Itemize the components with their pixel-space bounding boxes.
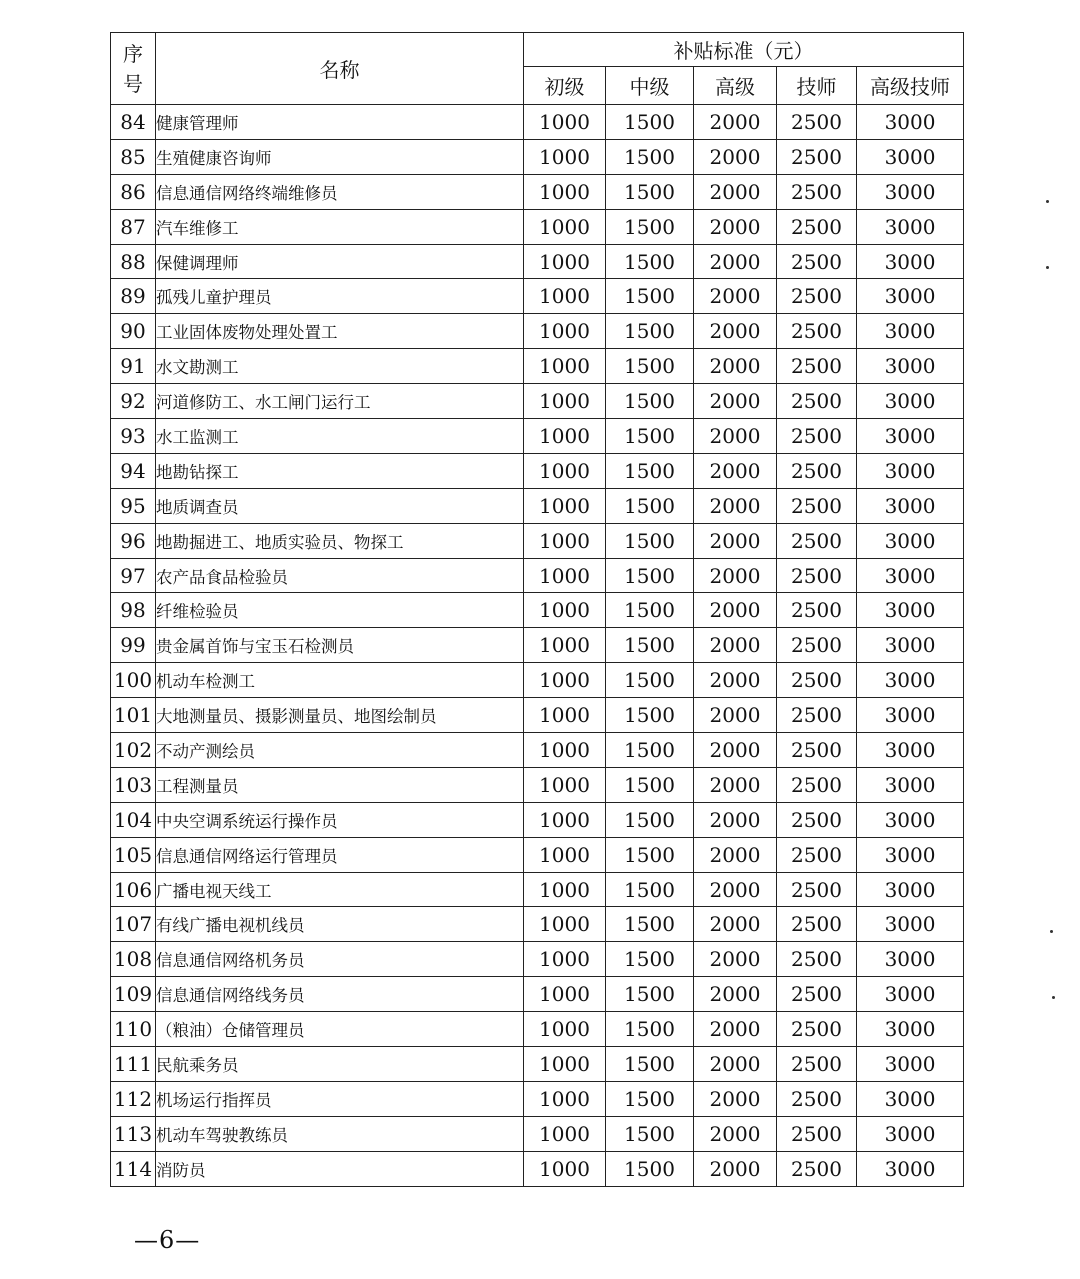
row-seq: 106 — [111, 872, 156, 907]
table-row — [111, 384, 964, 419]
row-value-level-4: 2500 — [777, 139, 857, 174]
row-value-level-4: 2500 — [777, 1047, 857, 1082]
table-row — [111, 349, 964, 384]
row-value-level-1: 1000 — [524, 174, 606, 209]
table-row — [111, 733, 964, 768]
row-value-level-4: 2500 — [777, 733, 857, 768]
row-name: 孤残儿童护理员 — [156, 279, 524, 314]
row-name: 有线广播电视机线员 — [156, 907, 524, 942]
row-seq: 95 — [111, 488, 156, 523]
table-row — [111, 663, 964, 698]
row-name: 地质调查员 — [156, 488, 524, 523]
row-name: 贵金属首饰与宝玉石检测员 — [156, 628, 524, 663]
row-value-level-1: 1000 — [524, 488, 606, 523]
row-value-level-2: 1500 — [606, 1047, 694, 1082]
row-value-level-5: 3000 — [857, 105, 964, 140]
row-name: 不动产测绘员 — [156, 733, 524, 768]
row-seq: 113 — [111, 1116, 156, 1151]
row-value-level-3: 2000 — [694, 942, 777, 977]
table-row — [111, 1116, 964, 1151]
row-value-level-3: 2000 — [694, 977, 777, 1012]
row-value-level-1: 1000 — [524, 698, 606, 733]
row-value-level-3: 2000 — [694, 872, 777, 907]
row-value-level-1: 1000 — [524, 279, 606, 314]
table-row — [111, 1151, 964, 1186]
row-name: （粮油）仓储管理员 — [156, 1012, 524, 1047]
table-row — [111, 698, 964, 733]
row-value-level-4: 2500 — [777, 593, 857, 628]
row-value-level-2: 1500 — [606, 837, 694, 872]
row-seq: 96 — [111, 523, 156, 558]
row-value-level-5: 3000 — [857, 314, 964, 349]
row-value-level-3: 2000 — [694, 1081, 777, 1116]
table-row — [111, 419, 964, 454]
row-value-level-2: 1500 — [606, 349, 694, 384]
row-seq: 91 — [111, 349, 156, 384]
row-value-level-5: 3000 — [857, 488, 964, 523]
table-row — [111, 105, 964, 140]
table-row — [111, 593, 964, 628]
row-value-level-1: 1000 — [524, 1116, 606, 1151]
row-value-level-2: 1500 — [606, 419, 694, 454]
row-value-level-5: 3000 — [857, 802, 964, 837]
row-value-level-1: 1000 — [524, 907, 606, 942]
row-value-level-1: 1000 — [524, 105, 606, 140]
row-seq: 85 — [111, 139, 156, 174]
row-value-level-5: 3000 — [857, 523, 964, 558]
row-value-level-3: 2000 — [694, 767, 777, 802]
row-name: 工业固体废物处理处置工 — [156, 314, 524, 349]
table-row — [111, 314, 964, 349]
row-value-level-5: 3000 — [857, 209, 964, 244]
row-value-level-1: 1000 — [524, 1081, 606, 1116]
row-value-level-5: 3000 — [857, 174, 964, 209]
row-value-level-2: 1500 — [606, 942, 694, 977]
row-value-level-3: 2000 — [694, 837, 777, 872]
row-value-level-4: 2500 — [777, 872, 857, 907]
row-value-level-5: 3000 — [857, 942, 964, 977]
row-value-level-4: 2500 — [777, 244, 857, 279]
row-value-level-5: 3000 — [857, 139, 964, 174]
row-value-level-5: 3000 — [857, 1151, 964, 1186]
table-row — [111, 558, 964, 593]
row-value-level-1: 1000 — [524, 558, 606, 593]
table-row — [111, 628, 964, 663]
row-value-level-2: 1500 — [606, 593, 694, 628]
row-value-level-3: 2000 — [694, 105, 777, 140]
table-row — [111, 279, 964, 314]
row-value-level-1: 1000 — [524, 837, 606, 872]
row-value-level-5: 3000 — [857, 349, 964, 384]
table-row — [111, 942, 964, 977]
row-value-level-4: 2500 — [777, 802, 857, 837]
row-seq: 86 — [111, 174, 156, 209]
row-value-level-3: 2000 — [694, 1047, 777, 1082]
row-value-level-2: 1500 — [606, 244, 694, 279]
row-value-level-5: 3000 — [857, 872, 964, 907]
row-value-level-3: 2000 — [694, 733, 777, 768]
row-value-level-3: 2000 — [694, 349, 777, 384]
row-value-level-5: 3000 — [857, 907, 964, 942]
row-value-level-3: 2000 — [694, 802, 777, 837]
row-name: 大地测量员、摄影测量员、地图绘制员 — [156, 698, 524, 733]
row-value-level-3: 2000 — [694, 419, 777, 454]
row-name: 河道修防工、水工闸门运行工 — [156, 384, 524, 419]
row-value-level-4: 2500 — [777, 837, 857, 872]
row-value-level-5: 3000 — [857, 419, 964, 454]
row-value-level-1: 1000 — [524, 733, 606, 768]
table-row — [111, 244, 964, 279]
row-value-level-2: 1500 — [606, 977, 694, 1012]
row-value-level-3: 2000 — [694, 907, 777, 942]
table-row — [111, 174, 964, 209]
row-value-level-2: 1500 — [606, 628, 694, 663]
row-name: 中央空调系统运行操作员 — [156, 802, 524, 837]
row-seq: 110 — [111, 1012, 156, 1047]
row-value-level-2: 1500 — [606, 907, 694, 942]
header-level-1: 初级 — [524, 67, 606, 105]
row-seq: 109 — [111, 977, 156, 1012]
row-name: 机动车驾驶教练员 — [156, 1116, 524, 1151]
row-value-level-2: 1500 — [606, 523, 694, 558]
row-name: 信息通信网络线务员 — [156, 977, 524, 1012]
row-value-level-4: 2500 — [777, 1151, 857, 1186]
row-name: 信息通信网络机务员 — [156, 942, 524, 977]
row-value-level-4: 2500 — [777, 384, 857, 419]
row-value-level-3: 2000 — [694, 523, 777, 558]
row-name: 农产品食品检验员 — [156, 558, 524, 593]
scan-speck — [1046, 200, 1049, 203]
table-row — [111, 1081, 964, 1116]
row-value-level-4: 2500 — [777, 628, 857, 663]
row-value-level-3: 2000 — [694, 1116, 777, 1151]
row-value-level-3: 2000 — [694, 314, 777, 349]
row-value-level-2: 1500 — [606, 139, 694, 174]
row-value-level-4: 2500 — [777, 349, 857, 384]
row-seq: 88 — [111, 244, 156, 279]
row-value-level-4: 2500 — [777, 1116, 857, 1151]
row-value-level-5: 3000 — [857, 384, 964, 419]
table-row — [111, 837, 964, 872]
row-seq: 100 — [111, 663, 156, 698]
row-value-level-1: 1000 — [524, 802, 606, 837]
row-value-level-1: 1000 — [524, 523, 606, 558]
row-seq: 101 — [111, 698, 156, 733]
row-value-level-2: 1500 — [606, 872, 694, 907]
row-value-level-1: 1000 — [524, 1151, 606, 1186]
header-level-3: 高级 — [694, 67, 777, 105]
row-seq: 99 — [111, 628, 156, 663]
row-seq: 112 — [111, 1081, 156, 1116]
subsidy-table — [110, 32, 964, 1187]
row-value-level-4: 2500 — [777, 907, 857, 942]
row-name: 消防员 — [156, 1151, 524, 1186]
table-row — [111, 209, 964, 244]
row-value-level-5: 3000 — [857, 977, 964, 1012]
row-value-level-4: 2500 — [777, 558, 857, 593]
row-value-level-2: 1500 — [606, 802, 694, 837]
row-value-level-5: 3000 — [857, 733, 964, 768]
row-value-level-2: 1500 — [606, 279, 694, 314]
row-value-level-4: 2500 — [777, 488, 857, 523]
row-value-level-1: 1000 — [524, 384, 606, 419]
row-value-level-1: 1000 — [524, 453, 606, 488]
row-value-level-2: 1500 — [606, 1151, 694, 1186]
row-value-level-1: 1000 — [524, 244, 606, 279]
row-value-level-3: 2000 — [694, 279, 777, 314]
row-name: 水工监测工 — [156, 419, 524, 454]
row-value-level-5: 3000 — [857, 1012, 964, 1047]
row-value-level-4: 2500 — [777, 419, 857, 454]
row-value-level-5: 3000 — [857, 698, 964, 733]
row-value-level-5: 3000 — [857, 663, 964, 698]
row-value-level-4: 2500 — [777, 942, 857, 977]
scan-speck — [1046, 266, 1049, 269]
row-value-level-3: 2000 — [694, 593, 777, 628]
row-value-level-4: 2500 — [777, 1012, 857, 1047]
row-name: 机场运行指挥员 — [156, 1081, 524, 1116]
row-name: 生殖健康咨询师 — [156, 139, 524, 174]
row-value-level-1: 1000 — [524, 1012, 606, 1047]
row-value-level-4: 2500 — [777, 523, 857, 558]
row-name: 地勘掘进工、地质实验员、物探工 — [156, 523, 524, 558]
table-row — [111, 977, 964, 1012]
row-value-level-2: 1500 — [606, 384, 694, 419]
row-value-level-5: 3000 — [857, 767, 964, 802]
row-value-level-5: 3000 — [857, 244, 964, 279]
table-row — [111, 453, 964, 488]
row-value-level-5: 3000 — [857, 628, 964, 663]
row-value-level-4: 2500 — [777, 663, 857, 698]
row-seq: 102 — [111, 733, 156, 768]
row-seq: 87 — [111, 209, 156, 244]
row-value-level-2: 1500 — [606, 1081, 694, 1116]
row-seq: 108 — [111, 942, 156, 977]
row-name: 纤维检验员 — [156, 593, 524, 628]
row-value-level-3: 2000 — [694, 384, 777, 419]
header-level-4: 技师 — [777, 67, 857, 105]
row-value-level-2: 1500 — [606, 767, 694, 802]
table-row — [111, 802, 964, 837]
header-level-5: 高级技师 — [857, 67, 964, 105]
row-seq: 105 — [111, 837, 156, 872]
row-value-level-2: 1500 — [606, 209, 694, 244]
row-value-level-1: 1000 — [524, 593, 606, 628]
row-value-level-1: 1000 — [524, 349, 606, 384]
row-name: 汽车维修工 — [156, 209, 524, 244]
row-value-level-3: 2000 — [694, 698, 777, 733]
row-value-level-4: 2500 — [777, 279, 857, 314]
row-value-level-4: 2500 — [777, 698, 857, 733]
row-name: 工程测量员 — [156, 767, 524, 802]
row-value-level-5: 3000 — [857, 1047, 964, 1082]
row-value-level-4: 2500 — [777, 1081, 857, 1116]
row-value-level-1: 1000 — [524, 314, 606, 349]
row-value-level-5: 3000 — [857, 593, 964, 628]
row-seq: 98 — [111, 593, 156, 628]
row-name: 水文勘测工 — [156, 349, 524, 384]
row-value-level-2: 1500 — [606, 663, 694, 698]
table-row — [111, 767, 964, 802]
row-value-level-5: 3000 — [857, 1116, 964, 1151]
row-name: 信息通信网络终端维修员 — [156, 174, 524, 209]
header-seq-line1: 序 — [123, 41, 143, 66]
row-value-level-2: 1500 — [606, 1012, 694, 1047]
header-seq — [111, 33, 156, 105]
row-value-level-3: 2000 — [694, 663, 777, 698]
row-value-level-2: 1500 — [606, 453, 694, 488]
row-value-level-3: 2000 — [694, 488, 777, 523]
header-seq-line2: 号 — [123, 71, 143, 96]
row-value-level-3: 2000 — [694, 209, 777, 244]
row-value-level-2: 1500 — [606, 105, 694, 140]
table-row — [111, 139, 964, 174]
row-value-level-1: 1000 — [524, 628, 606, 663]
row-seq: 103 — [111, 767, 156, 802]
row-value-level-5: 3000 — [857, 837, 964, 872]
row-value-level-4: 2500 — [777, 209, 857, 244]
row-seq: 90 — [111, 314, 156, 349]
row-value-level-1: 1000 — [524, 663, 606, 698]
row-seq: 84 — [111, 105, 156, 140]
row-value-level-1: 1000 — [524, 977, 606, 1012]
row-name: 地勘钻探工 — [156, 453, 524, 488]
row-value-level-2: 1500 — [606, 698, 694, 733]
row-value-level-2: 1500 — [606, 1116, 694, 1151]
row-value-level-3: 2000 — [694, 628, 777, 663]
row-value-level-2: 1500 — [606, 558, 694, 593]
row-seq: 94 — [111, 453, 156, 488]
row-seq: 104 — [111, 802, 156, 837]
row-value-level-5: 3000 — [857, 453, 964, 488]
row-value-level-2: 1500 — [606, 174, 694, 209]
row-seq: 111 — [111, 1047, 156, 1082]
row-value-level-1: 1000 — [524, 872, 606, 907]
row-value-level-4: 2500 — [777, 174, 857, 209]
row-seq: 93 — [111, 419, 156, 454]
row-seq: 97 — [111, 558, 156, 593]
row-value-level-1: 1000 — [524, 209, 606, 244]
header-name: 名称 — [156, 33, 524, 105]
header-level-2: 中级 — [606, 67, 694, 105]
row-name: 机动车检测工 — [156, 663, 524, 698]
row-name: 民航乘务员 — [156, 1047, 524, 1082]
row-name: 信息通信网络运行管理员 — [156, 837, 524, 872]
row-value-level-3: 2000 — [694, 244, 777, 279]
row-seq: 107 — [111, 907, 156, 942]
page-number: —6— — [134, 1226, 201, 1254]
row-value-level-3: 2000 — [694, 1012, 777, 1047]
row-seq: 92 — [111, 384, 156, 419]
row-value-level-1: 1000 — [524, 767, 606, 802]
row-value-level-4: 2500 — [777, 105, 857, 140]
row-value-level-2: 1500 — [606, 733, 694, 768]
row-value-level-3: 2000 — [694, 1151, 777, 1186]
row-value-level-5: 3000 — [857, 558, 964, 593]
row-seq: 89 — [111, 279, 156, 314]
scan-speck — [1052, 996, 1055, 999]
table-row — [111, 1012, 964, 1047]
row-value-level-4: 2500 — [777, 977, 857, 1012]
row-value-level-5: 3000 — [857, 279, 964, 314]
scan-speck — [1050, 930, 1053, 933]
row-value-level-4: 2500 — [777, 453, 857, 488]
row-name: 广播电视天线工 — [156, 872, 524, 907]
row-value-level-3: 2000 — [694, 558, 777, 593]
row-value-level-3: 2000 — [694, 174, 777, 209]
table-row — [111, 907, 964, 942]
row-value-level-1: 1000 — [524, 942, 606, 977]
row-name: 健康管理师 — [156, 105, 524, 140]
table-row — [111, 488, 964, 523]
row-value-level-1: 1000 — [524, 139, 606, 174]
row-seq: 114 — [111, 1151, 156, 1186]
row-value-level-4: 2500 — [777, 314, 857, 349]
row-value-level-4: 2500 — [777, 767, 857, 802]
row-value-level-2: 1500 — [606, 488, 694, 523]
row-name: 保健调理师 — [156, 244, 524, 279]
header-subsidy-group: 补贴标准（元） — [524, 33, 964, 67]
table-row — [111, 523, 964, 558]
row-value-level-3: 2000 — [694, 453, 777, 488]
row-value-level-1: 1000 — [524, 419, 606, 454]
table-row — [111, 1047, 964, 1082]
table-row — [111, 872, 964, 907]
row-value-level-1: 1000 — [524, 1047, 606, 1082]
row-value-level-2: 1500 — [606, 314, 694, 349]
row-value-level-5: 3000 — [857, 1081, 964, 1116]
row-value-level-3: 2000 — [694, 139, 777, 174]
